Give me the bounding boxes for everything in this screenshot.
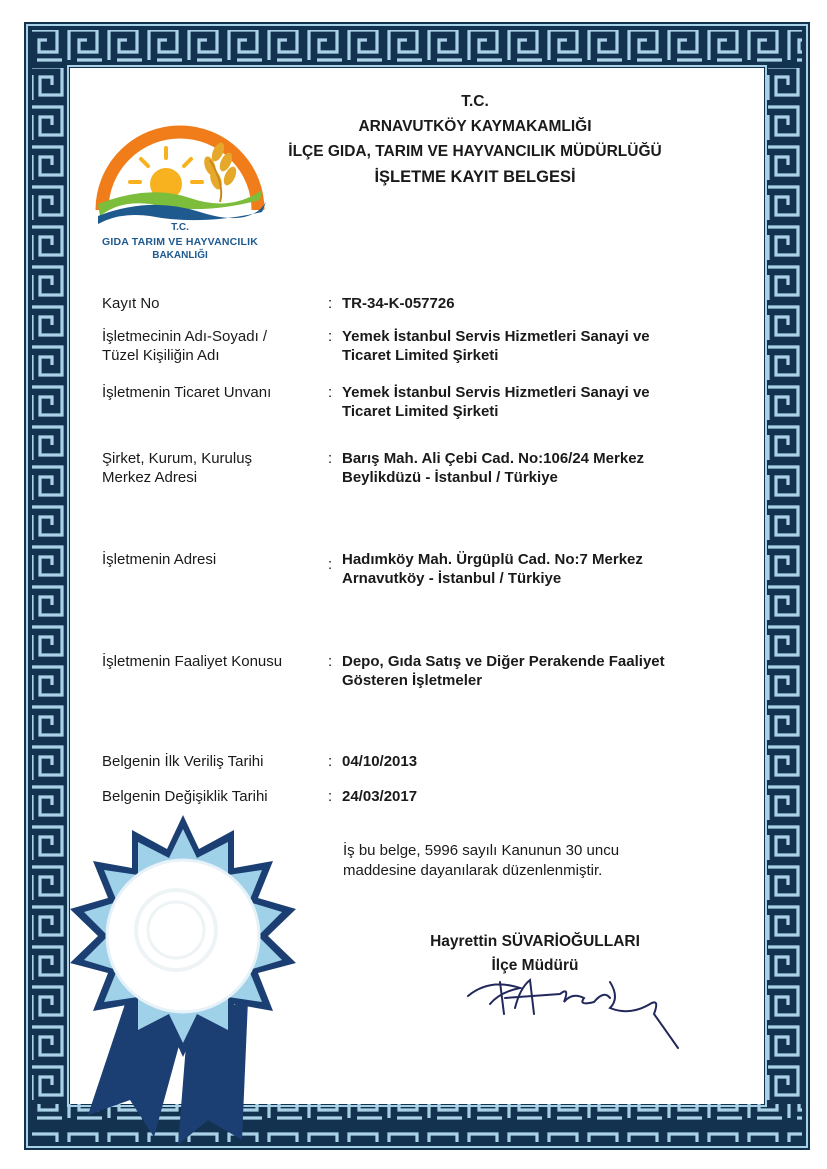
document-title: İŞLETME KAYIT BELGESİ bbox=[374, 168, 576, 186]
field-label: Kayıt No bbox=[102, 295, 160, 312]
logo-text-tc: T.C. bbox=[171, 222, 189, 233]
sun-wheat-emblem-icon bbox=[90, 100, 270, 225]
legal-basis-note: İş bu belge, 5996 sayılı Kanunun 30 uncu maddesine dayanılarak düzenlenmiştir. bbox=[343, 842, 620, 879]
signatory-name: Hayrettin SÜVARİOĞULLARI bbox=[430, 933, 640, 950]
field-colon: : bbox=[328, 450, 333, 467]
field-colon: : bbox=[328, 384, 333, 401]
header-directorate: İLÇE GIDA, TARIM VE HAYVANCILIK MÜDÜRLÜĞÜ bbox=[288, 143, 662, 160]
field-value: TR-34-K-057726 bbox=[342, 295, 455, 312]
field-colon: : bbox=[328, 295, 333, 312]
field-value: 04/10/2013 bbox=[342, 753, 418, 770]
signatory-title: İlçe Müdürü bbox=[491, 957, 579, 974]
field-colon: : bbox=[328, 788, 333, 805]
field-label: Şirket, Kurum, Kuruluş Merkez Adresi bbox=[102, 450, 253, 486]
field-colon: : bbox=[328, 328, 333, 345]
rosette-seal bbox=[58, 815, 308, 1155]
field-label: Belgenin Değişiklik Tarihi bbox=[102, 788, 268, 805]
field-label: İşletmenin Adresi bbox=[102, 551, 217, 568]
logo-text-bakanligi: BAKANLIĞI bbox=[152, 250, 208, 261]
field-label: İşletmenin Ticaret Unvanı bbox=[102, 384, 272, 401]
field-value: Yemek İstanbul Servis Hizmetleri Sanayi ve Ticaret Limited Şirketi bbox=[342, 384, 650, 420]
header-tc: T.C. bbox=[461, 93, 489, 110]
field-value: Hadımköy Mah. Ürgüplü Cad. No:7 Merkez Arnavutköy - İstanbul / Türkiye bbox=[342, 551, 643, 587]
logo-text-ministry: GIDA TARIM VE HAYVANCILIK bbox=[101, 236, 259, 248]
field-label: Belgenin İlk Veriliş Tarihi bbox=[102, 753, 264, 770]
header-district-governorship: ARNAVUTKÖY KAYMAKAMLIĞI bbox=[358, 118, 592, 135]
ministry-logo bbox=[90, 100, 270, 270]
handwritten-signature bbox=[460, 968, 700, 1058]
field-label: İşletmenin Faaliyet Konusu bbox=[102, 653, 283, 670]
field-colon: : bbox=[328, 556, 333, 573]
field-colon: : bbox=[328, 753, 333, 770]
field-value: 24/03/2017 bbox=[342, 788, 418, 805]
field-label: İşletmecinin Adı-Soyadı / Tüzel Kişiliğin Adı bbox=[102, 328, 268, 364]
field-value: Barış Mah. Ali Çebi Cad. No:106/24 Merkez Beylikdüzü - İstanbul / Türkiye bbox=[342, 450, 645, 486]
field-value: Yemek İstanbul Servis Hizmetleri Sanayi ve Ticaret Limited Şirketi bbox=[342, 328, 650, 364]
field-colon: : bbox=[328, 653, 333, 670]
field-value: Depo, Gıda Satış ve Diğer Perakende Faaliyet Gösteren İşletmeler bbox=[342, 653, 665, 689]
